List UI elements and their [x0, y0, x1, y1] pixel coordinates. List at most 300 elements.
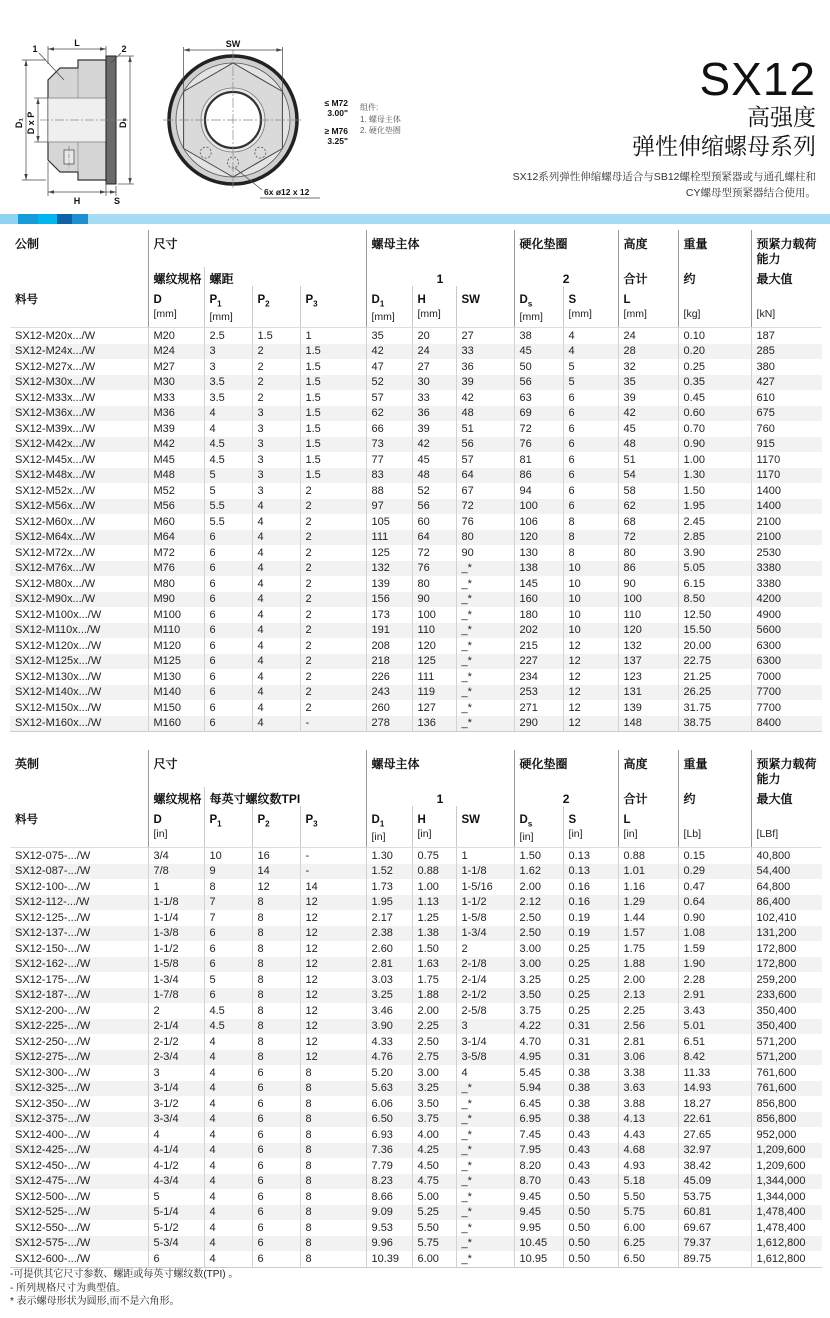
cell: 9	[204, 864, 252, 880]
cell: M20	[148, 328, 204, 344]
cell: 22.61	[678, 1112, 751, 1128]
cell: 0.31	[563, 1050, 618, 1066]
group-weight: 重量	[678, 750, 751, 787]
cell: 12	[300, 1050, 366, 1066]
cell: 20.00	[678, 638, 751, 654]
group-size: 尺寸	[148, 750, 366, 787]
sub-max: 最大值	[751, 787, 822, 806]
cell: M39	[148, 421, 204, 437]
cell: 761,600	[751, 1065, 822, 1081]
cell: SX12-M76x.../W	[15, 562, 96, 575]
cell: 10	[204, 848, 252, 864]
cell: 111	[412, 669, 456, 685]
cell: 0.35	[678, 375, 751, 391]
group-system: 英制	[15, 757, 40, 771]
cell: 6	[252, 1251, 300, 1267]
cell: 10	[563, 561, 618, 577]
cell: 1.5	[300, 390, 366, 406]
column-header: [kN]	[751, 286, 822, 328]
cell: 0.29	[678, 864, 751, 880]
cell: 6	[563, 406, 618, 422]
column-header: D [mm]	[148, 286, 204, 328]
cell: 1,209,600	[751, 1158, 822, 1174]
footnote-1: -可提供其它尺寸参数、螺距或每英寸螺纹数(TPI) 。	[10, 1269, 239, 1280]
cell: 5600	[751, 623, 822, 639]
column-header: 料号	[10, 286, 148, 328]
column-header-row	[10, 286, 822, 328]
cell: 1.50	[514, 848, 563, 864]
cell: 6	[252, 1081, 300, 1097]
cell: 2.5	[204, 328, 252, 344]
cell: 1-5/8	[456, 910, 514, 926]
cell: 6	[252, 1096, 300, 1112]
cell: _*	[456, 607, 514, 623]
cell: SX12-M100x.../W	[15, 608, 102, 621]
cell: 102,410	[751, 910, 822, 926]
cell: 1400	[751, 483, 822, 499]
cell: 12	[300, 1034, 366, 1050]
cell: 8	[252, 1019, 300, 1035]
table-row	[10, 1189, 822, 1205]
cell: 6	[252, 1205, 300, 1221]
cell: 8	[204, 879, 252, 895]
cell: 4	[148, 1127, 204, 1143]
cell: SX12-225-.../W	[15, 1020, 91, 1033]
column-header: $P_3$	[300, 806, 366, 848]
sub-total: 合计	[618, 787, 678, 806]
cell: 8	[300, 1127, 366, 1143]
cell: 0.64	[678, 895, 751, 911]
cell: 69.67	[678, 1220, 751, 1236]
table-row	[10, 1127, 822, 1143]
group-washer: 硬化垫圈	[514, 230, 618, 267]
cell: 45	[514, 344, 563, 360]
cell: 8	[300, 1189, 366, 1205]
table-row	[10, 1112, 822, 1128]
cell: 1.52	[366, 864, 412, 880]
cell: 2	[300, 499, 366, 515]
cell: 10.45	[514, 1236, 563, 1252]
sub-thread-spec: 螺纹规格	[148, 787, 204, 806]
dim-label-SW: SW	[225, 39, 241, 49]
cell: 1.5	[300, 344, 366, 360]
cell: 0.16	[563, 879, 618, 895]
cell: 3	[252, 406, 300, 422]
cell: 1.38	[412, 926, 456, 942]
series-description-line2: CY螺母型预紧器结合使用。	[685, 187, 816, 199]
cell: 1.08	[678, 926, 751, 942]
cell: 0.88	[618, 848, 678, 864]
cell: 259,200	[751, 972, 822, 988]
cell: M120	[148, 638, 204, 654]
table-row	[10, 1205, 822, 1221]
cell: SX12-125-.../W	[15, 911, 91, 924]
cell: 8	[300, 1220, 366, 1236]
cell: 32.97	[678, 1143, 751, 1159]
cell: _*	[456, 576, 514, 592]
cell: 0.25	[563, 988, 618, 1004]
cell: 8	[300, 1112, 366, 1128]
metric-table-body	[10, 328, 822, 732]
cell: 5.5	[204, 499, 252, 515]
cell: M56	[148, 499, 204, 515]
column-header: $P_1$ [mm]	[204, 286, 252, 328]
cell: 52	[366, 375, 412, 391]
cell: 6.15	[678, 576, 751, 592]
column-header: H [mm]	[412, 286, 456, 328]
cell: 6	[204, 669, 252, 685]
table-row	[10, 437, 822, 453]
group-header-row	[10, 750, 822, 787]
cell: 172,800	[751, 941, 822, 957]
cell: 4	[252, 654, 300, 670]
cell: 8.42	[678, 1050, 751, 1066]
cell: 2-1/4	[148, 1019, 204, 1035]
cell: 4.75	[412, 1174, 456, 1190]
cell: 3.50	[514, 988, 563, 1004]
cell: 0.20	[678, 344, 751, 360]
cell: 1-5/8	[148, 957, 204, 973]
cell: 45	[412, 452, 456, 468]
cell: SX12-M52x.../W	[15, 484, 96, 497]
cell: 4.00	[412, 1127, 456, 1143]
cell: 202	[514, 623, 563, 639]
cell: 28	[618, 344, 678, 360]
cell: 1-1/8	[456, 864, 514, 880]
cell: 8	[300, 1096, 366, 1112]
cell: 2	[300, 545, 366, 561]
cell: 1,478,400	[751, 1205, 822, 1221]
cell: 2	[252, 390, 300, 406]
cell: SX12-M27x.../W	[15, 360, 96, 373]
cell: 45.09	[678, 1174, 751, 1190]
cell: 120	[412, 638, 456, 654]
cell: M60	[148, 514, 204, 530]
cell: 1.44	[618, 910, 678, 926]
cell: 32	[618, 359, 678, 375]
cell: 139	[618, 700, 678, 716]
cell: 31.75	[678, 700, 751, 716]
cell: 6	[563, 390, 618, 406]
accent-bar-segment	[88, 214, 830, 224]
column-header: $P_1$	[204, 806, 252, 848]
table-row	[10, 638, 822, 654]
cell: 3-1/4	[456, 1034, 514, 1050]
cell: 952,000	[751, 1127, 822, 1143]
cell: 4.5	[204, 452, 252, 468]
cell: 8.23	[366, 1174, 412, 1190]
cell: 4	[204, 1081, 252, 1097]
cell: 3.00	[514, 941, 563, 957]
sub-header-row	[10, 267, 822, 286]
cell: 156	[366, 592, 412, 608]
cell: 8	[252, 1034, 300, 1050]
table-row	[10, 1019, 822, 1035]
cell: 12	[563, 685, 618, 701]
cell: 4.70	[514, 1034, 563, 1050]
cell: 5.00	[412, 1189, 456, 1205]
cell: 2.91	[678, 988, 751, 1004]
cell: SX12-M56x.../W	[15, 500, 96, 513]
cell: 2	[300, 623, 366, 639]
cell: 125	[366, 545, 412, 561]
cell: 6	[252, 1158, 300, 1174]
sub-nut-number: 1	[366, 787, 514, 806]
cell: 27	[456, 328, 514, 344]
cell: 173	[366, 607, 412, 623]
cell: 148	[618, 716, 678, 732]
cell: 6.06	[366, 1096, 412, 1112]
cell: 1.95	[366, 895, 412, 911]
group-size: 尺寸	[148, 230, 366, 267]
cell: SX12-375-.../W	[15, 1113, 91, 1126]
cell: 0.47	[678, 879, 751, 895]
cell: 79.37	[678, 1236, 751, 1252]
cell: 80	[412, 576, 456, 592]
cell: 6300	[751, 654, 822, 670]
metric-section	[10, 230, 822, 732]
cell: 94	[514, 483, 563, 499]
cell: 5.63	[366, 1081, 412, 1097]
cell: 48	[618, 437, 678, 453]
cell: 1-3/8	[148, 926, 204, 942]
cell: 8	[252, 972, 300, 988]
technical-drawing	[8, 38, 438, 210]
cell: 3/4	[148, 848, 204, 864]
cell: 4	[252, 530, 300, 546]
group-height: 高度	[618, 230, 678, 267]
cell: 290	[514, 716, 563, 732]
cell: 6.45	[514, 1096, 563, 1112]
sub-approx: 约	[678, 267, 751, 286]
cell: 0.75	[412, 848, 456, 864]
cell: 4	[252, 499, 300, 515]
cell: 3	[252, 452, 300, 468]
cell: 54	[618, 468, 678, 484]
table-row	[10, 607, 822, 623]
accent-bar-segment	[57, 214, 72, 224]
cell: M33	[148, 390, 204, 406]
cell: 4.5	[204, 1019, 252, 1035]
cell: 180	[514, 607, 563, 623]
cell: 51	[456, 421, 514, 437]
cell: 2-3/4	[148, 1050, 204, 1066]
column-header: S [mm]	[563, 286, 618, 328]
cell: 1-1/8	[148, 895, 204, 911]
cell: 27.65	[678, 1127, 751, 1143]
cell: SX12-M60x.../W	[15, 515, 96, 528]
cell: 0.60	[678, 406, 751, 422]
cell: 5.5	[204, 514, 252, 530]
group-preload: 预紧力载荷能力	[751, 750, 822, 787]
cell: 72	[618, 530, 678, 546]
cell: 38	[514, 328, 563, 344]
table-row	[10, 359, 822, 375]
cell: 0.90	[678, 437, 751, 453]
column-header-row	[10, 806, 822, 848]
column-header: L [mm]	[618, 286, 678, 328]
cell: SX12-M125x.../W	[15, 655, 102, 668]
cell: 48	[412, 468, 456, 484]
cell: 4200	[751, 592, 822, 608]
cell: 100	[412, 607, 456, 623]
cell: 3.00	[412, 1065, 456, 1081]
cell: 6.00	[412, 1251, 456, 1267]
group-washer: 硬化垫圈	[514, 750, 618, 787]
cell: 1.57	[618, 926, 678, 942]
thread-limit-m76-in: 3.25"	[327, 136, 348, 146]
cell: 0.43	[563, 1143, 618, 1159]
table-row	[10, 879, 822, 895]
cell: _*	[456, 592, 514, 608]
cell: 3	[252, 483, 300, 499]
page-subtitle-1: 高强度	[747, 104, 816, 130]
cell: 4.25	[412, 1143, 456, 1159]
cell: 5.05	[678, 561, 751, 577]
series-description	[513, 169, 816, 201]
cell: 187	[751, 328, 822, 344]
cell: SX12-500-.../W	[15, 1190, 91, 1203]
table-row	[10, 390, 822, 406]
footnote-2: - 所列规格尺寸为典型值。	[10, 1282, 127, 1294]
cell: M160	[148, 716, 204, 732]
table-row	[10, 1065, 822, 1081]
cell: 64	[412, 530, 456, 546]
thread-limit-m72: ≤ M72	[324, 98, 348, 108]
cell: 80	[456, 530, 514, 546]
cell: 0.38	[563, 1081, 618, 1097]
cell: 14	[300, 879, 366, 895]
cell: 3.03	[366, 972, 412, 988]
cell: 64,800	[751, 879, 822, 895]
cell: 3	[252, 437, 300, 453]
cell: 12	[300, 895, 366, 911]
cell: M24	[148, 344, 204, 360]
cell: _*	[456, 669, 514, 685]
cell: 3.38	[618, 1065, 678, 1081]
cell: 1	[148, 879, 204, 895]
cell: 4.76	[366, 1050, 412, 1066]
cell: 0.15	[678, 848, 751, 864]
sub-washer-number: 2	[514, 267, 618, 286]
cell: 1.95	[678, 499, 751, 515]
cell: 8	[252, 1050, 300, 1066]
cell: 7/8	[148, 864, 204, 880]
cell: 38.75	[678, 716, 751, 732]
cell: 21.25	[678, 669, 751, 685]
front-view	[163, 50, 303, 190]
cell: 6	[563, 483, 618, 499]
cell: 0.31	[563, 1034, 618, 1050]
sub-pitch: 螺距	[204, 267, 366, 286]
cell: 36	[456, 359, 514, 375]
cell: 3.25	[514, 972, 563, 988]
cell: 6	[204, 638, 252, 654]
cell: 56	[456, 437, 514, 453]
cell: 172,800	[751, 957, 822, 973]
cell: M27	[148, 359, 204, 375]
cell: 3	[204, 359, 252, 375]
cell: 856,800	[751, 1112, 822, 1128]
table-row	[10, 864, 822, 880]
table-row	[10, 561, 822, 577]
cell: 6	[204, 623, 252, 639]
cell: 2	[300, 483, 366, 499]
column-header: $P_2$	[252, 806, 300, 848]
cell: 8	[300, 1251, 366, 1267]
cell: M30	[148, 375, 204, 391]
cell: 1.29	[618, 895, 678, 911]
accent-bar-segment	[18, 214, 38, 224]
cell: 6	[204, 926, 252, 942]
table-row	[10, 895, 822, 911]
cell: 4	[252, 561, 300, 577]
page-subtitle-2: 弹性伸缩螺母系列	[632, 133, 816, 159]
cell: 3.90	[678, 545, 751, 561]
cell: SX12-M64x.../W	[15, 531, 96, 544]
table-row	[10, 685, 822, 701]
cell: SX12-350-.../W	[15, 1097, 91, 1110]
cell: 208	[366, 638, 412, 654]
cell: 12	[563, 716, 618, 732]
column-header: $P_2$	[252, 286, 300, 328]
cell: 12	[300, 988, 366, 1004]
cell: 0.38	[563, 1112, 618, 1128]
legend-item-1: 1. 螺母主体	[360, 115, 401, 124]
cell: SX12-137-.../W	[15, 927, 91, 940]
cell: 5-1/4	[148, 1205, 204, 1221]
cell: 1.16	[618, 879, 678, 895]
cell: 4	[204, 1158, 252, 1174]
cell: M76	[148, 561, 204, 577]
cell: 0.25	[563, 957, 618, 973]
cell: 5.18	[618, 1174, 678, 1190]
cell: 2530	[751, 545, 822, 561]
cell: 3380	[751, 576, 822, 592]
cell: 191	[366, 623, 412, 639]
cell: 7	[204, 895, 252, 911]
footnotes	[10, 1268, 238, 1309]
cell: 5.20	[366, 1065, 412, 1081]
cell: 2.81	[618, 1034, 678, 1050]
cell: 5.94	[514, 1081, 563, 1097]
cell: 3-5/8	[456, 1050, 514, 1066]
cell: _*	[456, 716, 514, 732]
cell: 2	[300, 576, 366, 592]
cell: 42	[618, 406, 678, 422]
cell: 4	[204, 1096, 252, 1112]
cell: 0.25	[563, 941, 618, 957]
cell: 0.19	[563, 910, 618, 926]
cell: 60	[412, 514, 456, 530]
cell: 12	[300, 972, 366, 988]
cell: 1.62	[514, 864, 563, 880]
cell: 0.13	[563, 864, 618, 880]
cell: 123	[618, 669, 678, 685]
sub-nut-number: 1	[366, 267, 514, 286]
side-view	[40, 56, 130, 184]
cell: 5.50	[618, 1189, 678, 1205]
group-preload: 预紧力载荷能力	[751, 230, 822, 267]
cell: 4.50	[412, 1158, 456, 1174]
cell: 1.00	[678, 452, 751, 468]
cell: 1.01	[618, 864, 678, 880]
cell: 6	[252, 1143, 300, 1159]
cell: 0.50	[563, 1189, 618, 1205]
cell: 4	[204, 421, 252, 437]
cell: M36	[148, 406, 204, 422]
cell: 120	[514, 530, 563, 546]
